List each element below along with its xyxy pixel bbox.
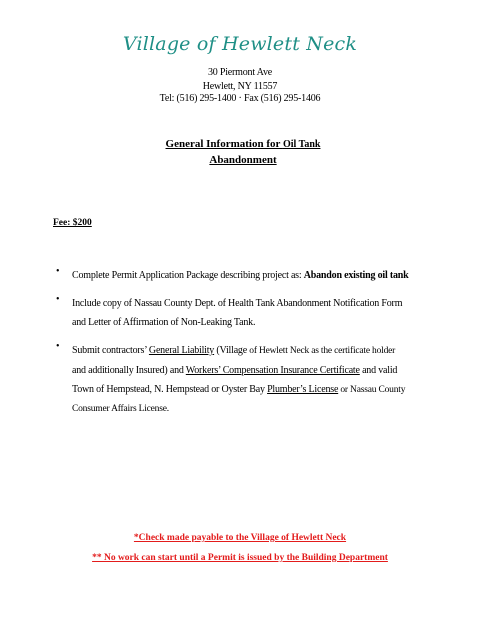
list-item bbox=[55, 294, 435, 332]
heading-text: General Information for bbox=[165, 138, 283, 150]
list-item-line bbox=[72, 380, 435, 400]
village-title: Village of Hewlett Neck bbox=[122, 33, 358, 55]
general-liability-text: General Liability bbox=[148, 345, 215, 356]
document-subheading: Abandonment bbox=[209, 154, 277, 166]
list-item-line: and Letter of Affirmation of Non-Leaking Tank. bbox=[72, 317, 256, 328]
document-heading bbox=[0, 138, 480, 150]
list-item-line bbox=[72, 341, 435, 361]
list-item-text: Complete Permit Application Package describing project as: bbox=[72, 270, 304, 281]
list-item bbox=[55, 266, 435, 285]
bullet-icon: • bbox=[56, 294, 60, 305]
workers-comp-text: Workers’ Compensation Insurance Certificate bbox=[185, 365, 360, 376]
list-item-line: Include copy of Nassau County Dept. of Health Tank Abandonment Notification Form bbox=[72, 298, 403, 309]
plumbers-license-text: Plumber’s License bbox=[267, 384, 339, 395]
address-street: 30 Piermont Ave bbox=[207, 67, 273, 78]
list-item-text: and valid bbox=[359, 365, 398, 376]
fee-label: Fee: $200 bbox=[53, 218, 92, 228]
check-payable-notice: *Check made payable to the Village of Hewlett Neck bbox=[133, 533, 347, 543]
list-item bbox=[55, 341, 435, 419]
project-description: Abandon existing oil tank bbox=[303, 270, 409, 281]
list-item-text: (Village bbox=[214, 345, 250, 356]
list-item-text: Submit contractors’ bbox=[72, 345, 149, 356]
list-item-text: of Hewlett Neck as the certificate holder bbox=[249, 346, 396, 356]
bullet-icon: • bbox=[56, 341, 60, 352]
phone-fax: Tel: (516) 295-1400 · Fax (516) 295-1406 bbox=[159, 93, 321, 104]
requirements-list bbox=[55, 266, 435, 428]
heading-oil-tank: Oil Tank bbox=[282, 139, 321, 150]
list-item-line bbox=[72, 266, 435, 285]
no-work-notice: ** No work can start until a Permit is issued by the Building Department bbox=[92, 553, 388, 563]
list-item-line bbox=[72, 361, 435, 380]
list-item-text: and additionally Insured) and bbox=[72, 365, 186, 376]
list-item-text: or Nassau County bbox=[338, 385, 406, 395]
address-city: Hewlett, NY 11557 bbox=[202, 81, 278, 92]
list-item-line: Consumer Affairs License. bbox=[72, 404, 169, 414]
list-item-text: Town of Hempstead, N. Hempstead or Oyster Bay bbox=[72, 384, 268, 395]
bullet-icon: • bbox=[56, 266, 60, 277]
